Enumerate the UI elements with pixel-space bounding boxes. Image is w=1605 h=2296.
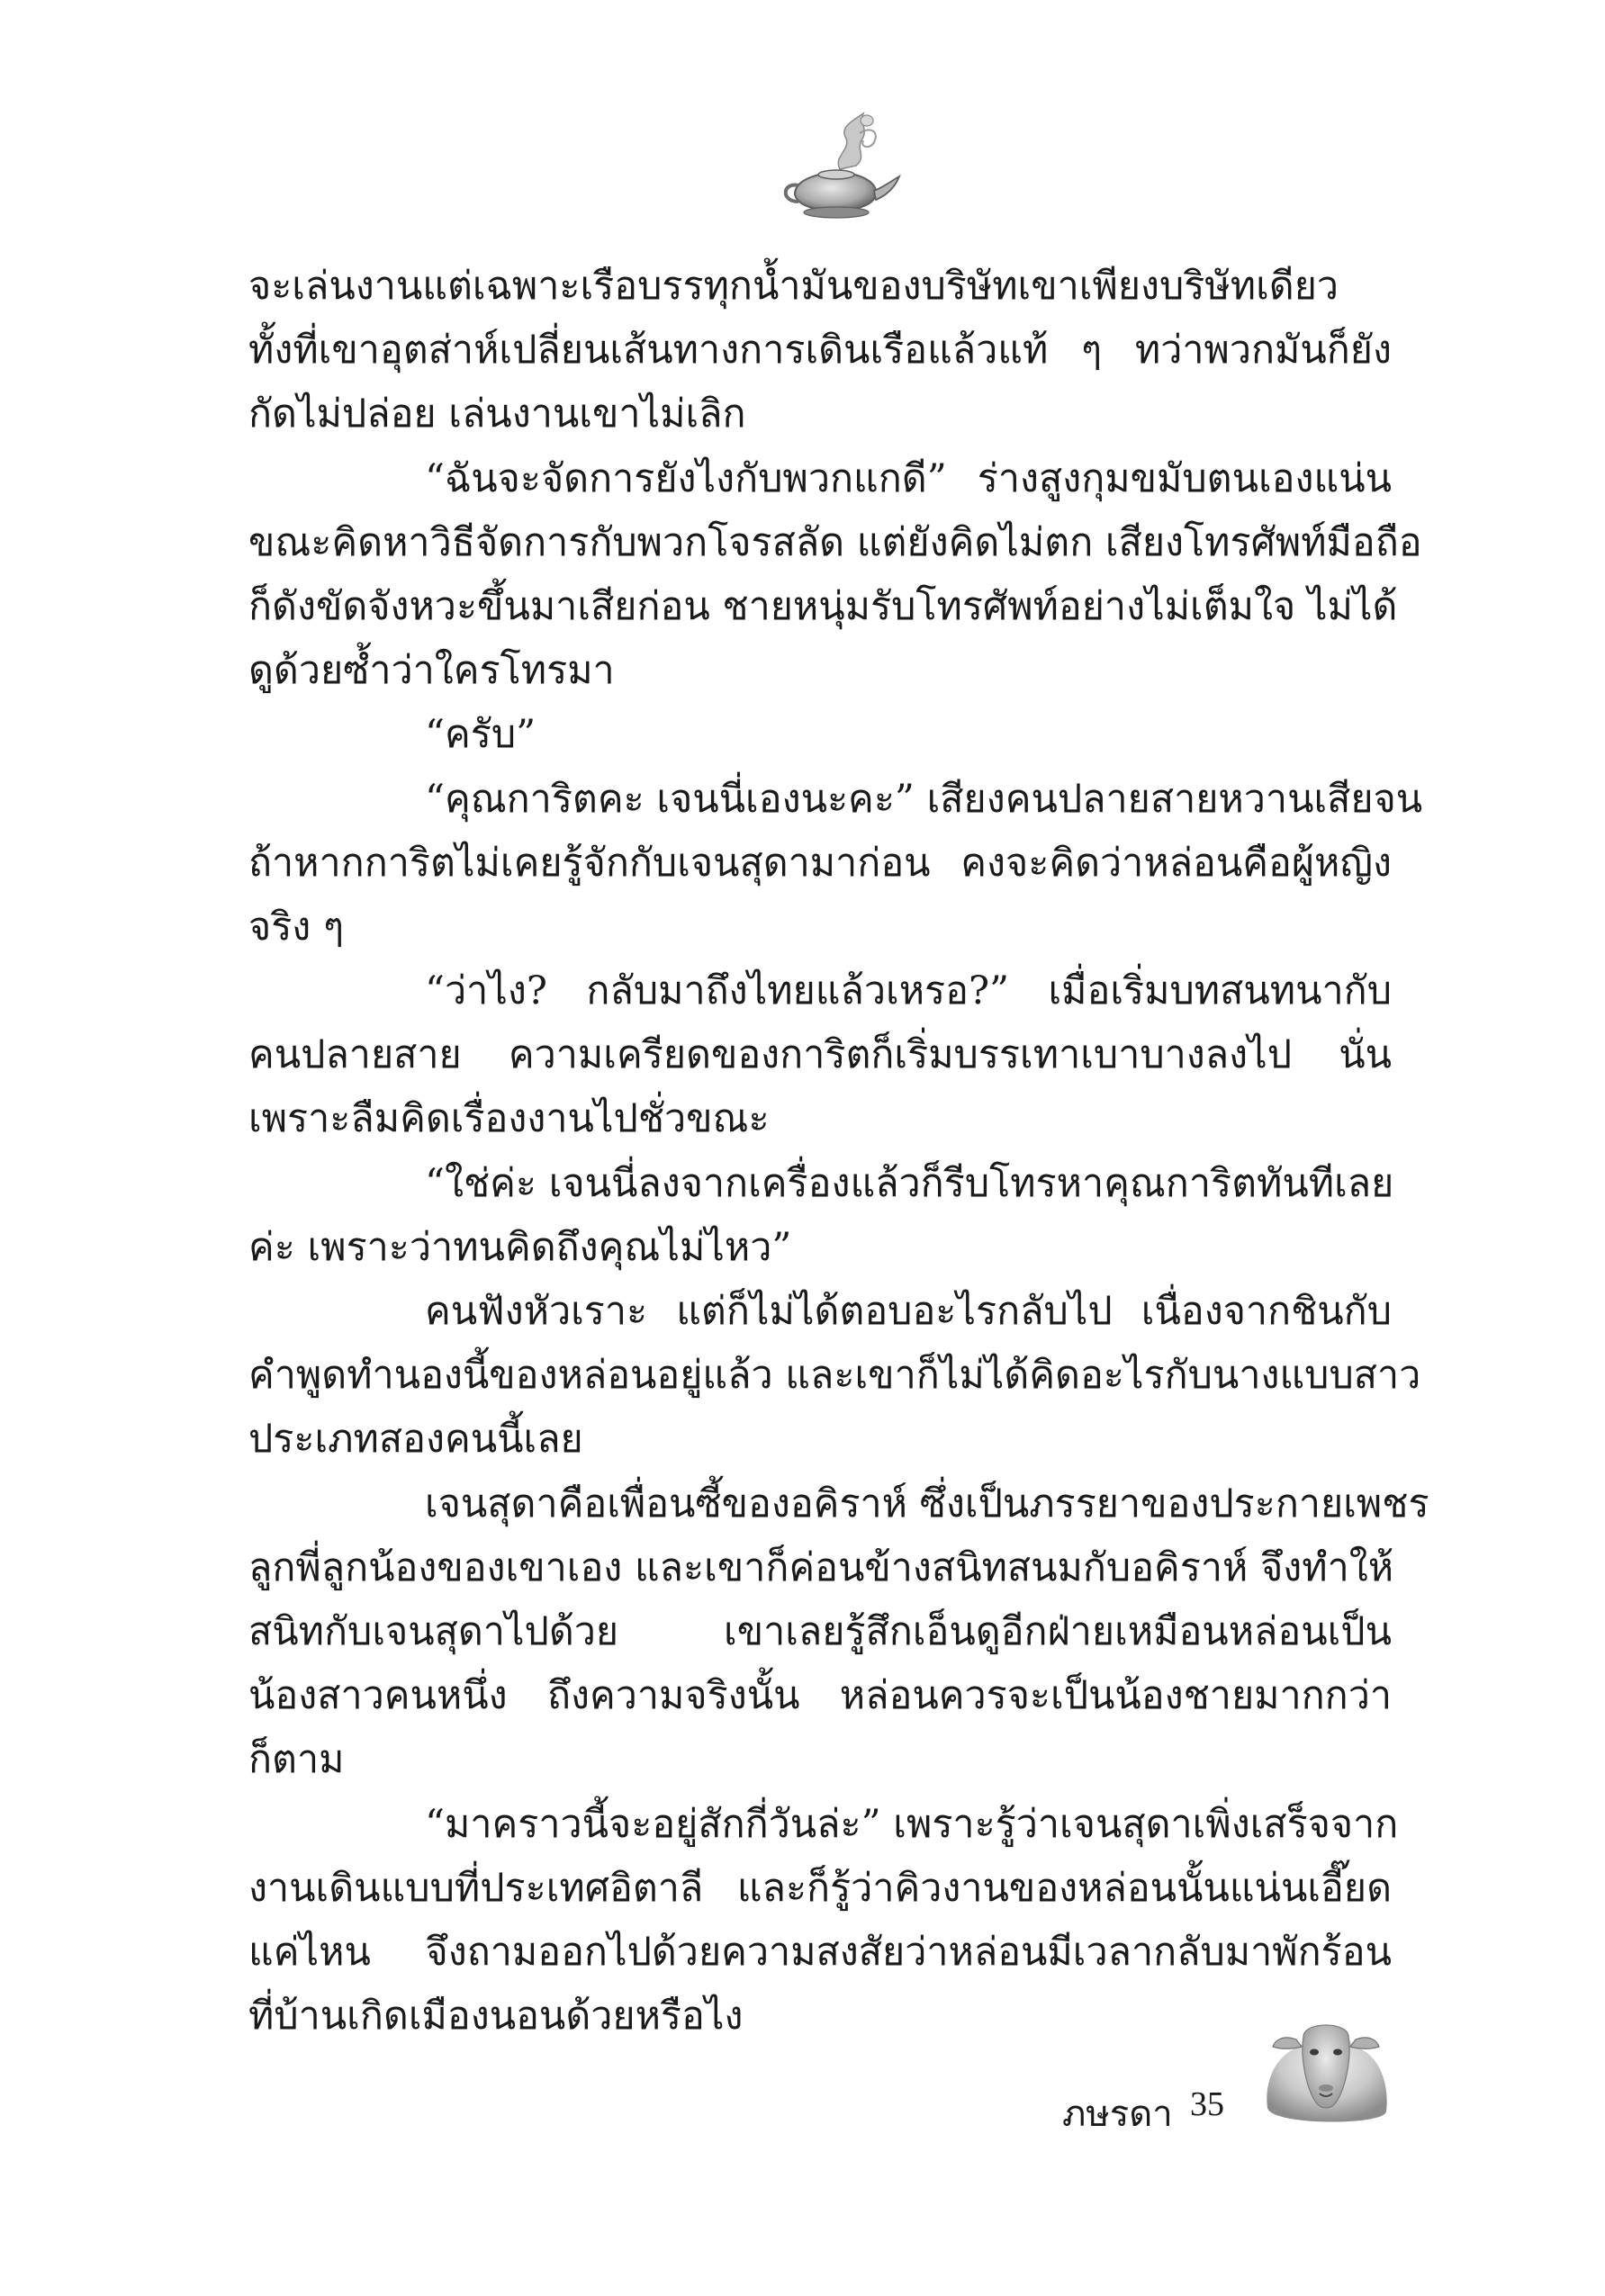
text-line: เจนสุดาคือเพื่อนซี้ของอคิราห์ ซึ่งเป็นภรรยาของประกายเพชร: [425, 1481, 1429, 1526]
text-line: ทั้งที่เขาอุตส่าห์เปลี่ยนเส้นทางการเดินเรือแล้วแท้ ๆ ทว่าพวกมันก็ยัง: [248, 328, 1392, 374]
text-line: ลูกพี่ลูกน้องของเขาเอง และเขาก็ค่อนข้างสนิทสนมกับอคิราห์ จึงทำให้: [248, 1544, 1394, 1590]
text-line: ประเภทสองคนนี้เลย: [248, 1417, 583, 1463]
text-line: “ใช่ค่ะ เจนนี่ลงจากเครื่องแล้วก็รีบโทรหาคุณการิตทันทีเลย: [425, 1160, 1394, 1206]
page-number: 35: [1190, 2085, 1224, 2123]
text-line: ก็ดังขัดจังหวะขึ้นมาเสียก่อน ชายหนุ่มรับโทรศัพท์อย่างไม่เต็มใจ ไม่ได้: [248, 583, 1398, 629]
book-title: ภษรดา: [1062, 2093, 1173, 2135]
text-line: “ว่าไง? กลับมาถึงไทยแล้วเหรอ?” เมื่อเริ่มบทสนทนากับ: [425, 968, 1392, 1014]
text-line: ถ้าหากการิตไม่เคยรู้จักกับเจนสุดามาก่อน คงจะคิดว่าหล่อนคือผู้หญิง: [248, 840, 1392, 886]
text-line: ขณะคิดหาวิธีจัดการกับพวกโจรสลัด แต่ยังคิดไม่ตก เสียงโทรศัพท์มือถือ: [248, 519, 1422, 565]
text-line: ดูด้วยซ้ำว่าใครโทรมา: [248, 648, 615, 694]
teapot-genie-icon: [770, 106, 905, 241]
text-line: ค่ะ เพราะว่าทนคิดถึงคุณไม่ไหว”: [248, 1224, 792, 1270]
text-line: แค่ไหน จึงถามออกไปด้วยความสงสัยว่าหล่อนมีเวลากลับมาพักร้อน: [248, 1929, 1392, 1975]
text-line: กัดไม่ปล่อย เล่นงานเขาไม่เลิก: [248, 392, 746, 437]
text-line: “ครับ”: [425, 712, 537, 758]
text-line: คำพูดทำนองนี้ของหล่อนอยู่แล้ว และเขาก็ไม่ได้คิดอะไรกับนางแบบสาว: [248, 1353, 1421, 1399]
text-line: งานเดินแบบที่ประเทศอิตาลี และก็รู้ว่าคิวงานของหล่อนนั้นแน่นเอี๊ยด: [248, 1865, 1392, 1911]
text-line: จะเล่นงานแต่เฉพาะเรือบรรทุกน้ำมันของบริษัทเขาเพียงบริษัทเดียว: [248, 264, 1339, 309]
text-line: “คุณการิตคะ เจนนี่เองนะคะ” เสียงคนปลายสายหวานเสียจน: [425, 776, 1423, 822]
text-line: เพราะลืมคิดเรื่องงานไปชั่วขณะ: [248, 1096, 770, 1142]
text-line: คนฟังหัวเราะ แต่ก็ไม่ได้ตอบอะไรกลับไป เนื่องจากชินกับ: [425, 1289, 1392, 1334]
text-line: ก็ตาม: [248, 1737, 345, 1783]
text-line: “มาคราวนี้จะอยู่สักกี่วันล่ะ” เพราะรู้ว่าเจนสุดาเพิ่งเสร็จจาก: [425, 1801, 1399, 1847]
text-line: คนปลายสาย ความเครียดของการิตก็เริ่มบรรเทาเบาบางลงไป นั่น: [248, 1032, 1392, 1078]
text-line: สนิทกับเจนสุดาไปด้วย เขาเลยรู้สึกเอ็นดูอีกฝ่ายเหมือนหล่อนเป็น: [248, 1608, 1392, 1654]
text-line: ที่บ้านเกิดเมืองนอนด้วยหรือไง: [248, 1994, 744, 2039]
text-line: น้องสาวคนหนึ่ง ถึงความจริงนั้น หล่อนควรจะเป็นน้องชายมากกว่า: [248, 1673, 1392, 1719]
text-line: “ฉันจะจัดการยังไงกับพวกแกดี” ร่างสูงกุมขมับตนเองแน่น: [425, 455, 1392, 501]
body-text: [248, 255, 1429, 2048]
sheep-icon: [1258, 2000, 1393, 2135]
text-line: จริง ๆ: [248, 904, 345, 950]
